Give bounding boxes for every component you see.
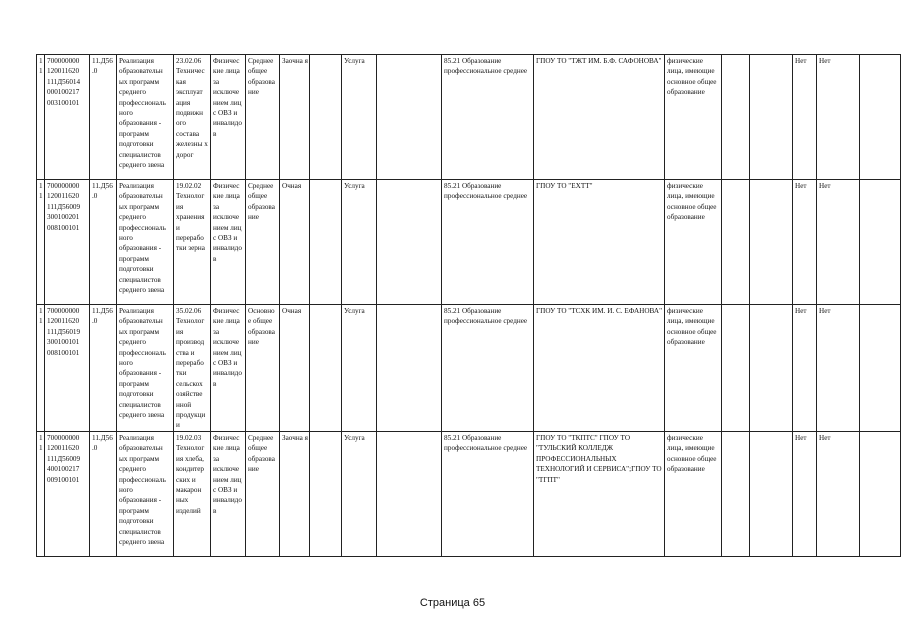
service-name: Реализация образовательн ых программ среднего профессиональ ного образования - программ подготовки специалистов среднего звена [117,431,174,556]
table-row [37,305,901,432]
education-level: Среднее общее образова ние [246,55,280,180]
consumer-category: Физичес кие лица за исключе нием лиц с ОВЗ и инвалидо в [211,431,246,556]
empty-cell [860,55,901,180]
empty-cell [750,180,793,305]
empty-cell [310,305,342,432]
education-level: Основно е общее образова ние [246,305,280,432]
okved-code: 85.21 Образование профессиональное среднее [442,180,534,305]
flag-other: Нет [817,180,860,305]
education-level: Среднее общее образова ние [246,431,280,556]
empty-cell [310,431,342,556]
group-code: 11.Д56 .0 [90,55,117,180]
row-number: 11 [37,431,45,556]
empty-cell [722,305,750,432]
empty-cell [722,55,750,180]
empty-cell [860,180,901,305]
row-number: 11 [37,55,45,180]
consumer-group: физические лица, имеющие основное общее образование [665,180,722,305]
education-level: Среднее общее образова ние [246,180,280,305]
table-row [37,180,901,305]
row-number: 11 [37,180,45,305]
consumer-category: Физичес кие лица за исключе нием лиц с ОВЗ и инвалидо в [211,305,246,432]
empty-cell [310,55,342,180]
service-name: Реализация образовательн ых программ среднего профессиональ ного образования - программ подготовки специалистов среднего звена [117,55,174,180]
registry-code: 700000000 120011620 111Д56009 400100217 009100101 [45,431,90,556]
study-form: Заочна я [280,55,310,180]
registry-code: 700000000 120011620 111Д56019 300100101 008100101 [45,305,90,432]
specialty: 19.02.02 Технолог ия хранения и перерабо тки зерна [174,180,211,305]
empty-cell [860,305,901,432]
flag-paid: Нет [793,55,817,180]
okved-code: 85.21 Образование профессиональное среднее [442,305,534,432]
consumer-group: физические лица, имеющие основное общее образование [665,55,722,180]
okved-code: 85.21 Образование профессиональное среднее [442,55,534,180]
specialty: 35.02.06 Технолог ия производ ства и перерабо тки сельскох озяйстве нной продукци и [174,305,211,432]
consumer-category: Физичес кие лица за исключе нием лиц с ОВЗ и инвалидо в [211,180,246,305]
flag-paid: Нет [793,431,817,556]
flag-paid: Нет [793,180,817,305]
empty-cell [750,431,793,556]
table-row [37,431,901,556]
empty-cell [377,305,442,432]
flag-other: Нет [817,55,860,180]
group-code: 11.Д56 .0 [90,431,117,556]
service-type: Услуга [342,305,377,432]
empty-cell [722,180,750,305]
registry-code: 700000000 120011620 111Д56014 000100217 003100101 [45,55,90,180]
group-code: 11.Д56 .0 [90,180,117,305]
empty-cell [377,431,442,556]
page-number: Страница 65 [419,597,486,609]
specialty: 23.02.06 Техничес кая эксплуат ация подвижн ого состава железны х дорог [174,55,211,180]
empty-cell [310,180,342,305]
consumer-group: физические лица, имеющие основное общее образование [665,431,722,556]
organization: ГПОУ ТО "ТКПТС" ГПОУ ТО "ТУЛЬСКИЙ КОЛЛЕДЖ ПРОФЕССИОНАЛЬНЫХ ТЕХНОЛОГИЙ И СЕРВИСА";ГПОУ ТО "ТГПТ" [534,431,665,556]
okved-code: 85.21 Образование профессиональное среднее [442,431,534,556]
specialty: 19.02.03 Технолог ия хлеба, кондитер ских и макарон ных изделий [174,431,211,556]
group-code: 11.Д56 .0 [90,305,117,432]
study-form: Очная [280,305,310,432]
service-type: Услуга [342,431,377,556]
study-form: Заочна я [280,431,310,556]
service-type: Услуга [342,55,377,180]
flag-other: Нет [817,305,860,432]
consumer-category: Физичес кие лица за исключе нием лиц с ОВЗ и инвалидо в [211,55,246,180]
empty-cell [750,55,793,180]
consumer-group: физические лица, имеющие основное общее образование [665,305,722,432]
row-number: 11 [37,305,45,432]
services-table [36,54,901,557]
empty-cell [860,431,901,556]
table-row [37,55,901,180]
flag-other: Нет [817,431,860,556]
service-type: Услуга [342,180,377,305]
flag-paid: Нет [793,305,817,432]
organization: ГПОУ ТО "ТЖТ ИМ. Б.Ф. САФОНОВА" [534,55,665,180]
study-form: Очная [280,180,310,305]
empty-cell [722,431,750,556]
empty-cell [750,305,793,432]
empty-cell [377,55,442,180]
organization: ГПОУ ТО "ЕХТТ" [534,180,665,305]
service-name: Реализация образовательн ых программ среднего профессиональ ного образования - программ подготовки специалистов среднего звена [117,180,174,305]
service-name: Реализация образовательн ых программ среднего профессиональ ного образования - программ подготовки специалистов среднего звена [117,305,174,432]
empty-cell [377,180,442,305]
registry-code: 700000000 120011620 111Д56009 300100201 008100101 [45,180,90,305]
organization: ГПОУ ТО "ТСХК ИМ. И. С. ЕФАНОВА" [534,305,665,432]
